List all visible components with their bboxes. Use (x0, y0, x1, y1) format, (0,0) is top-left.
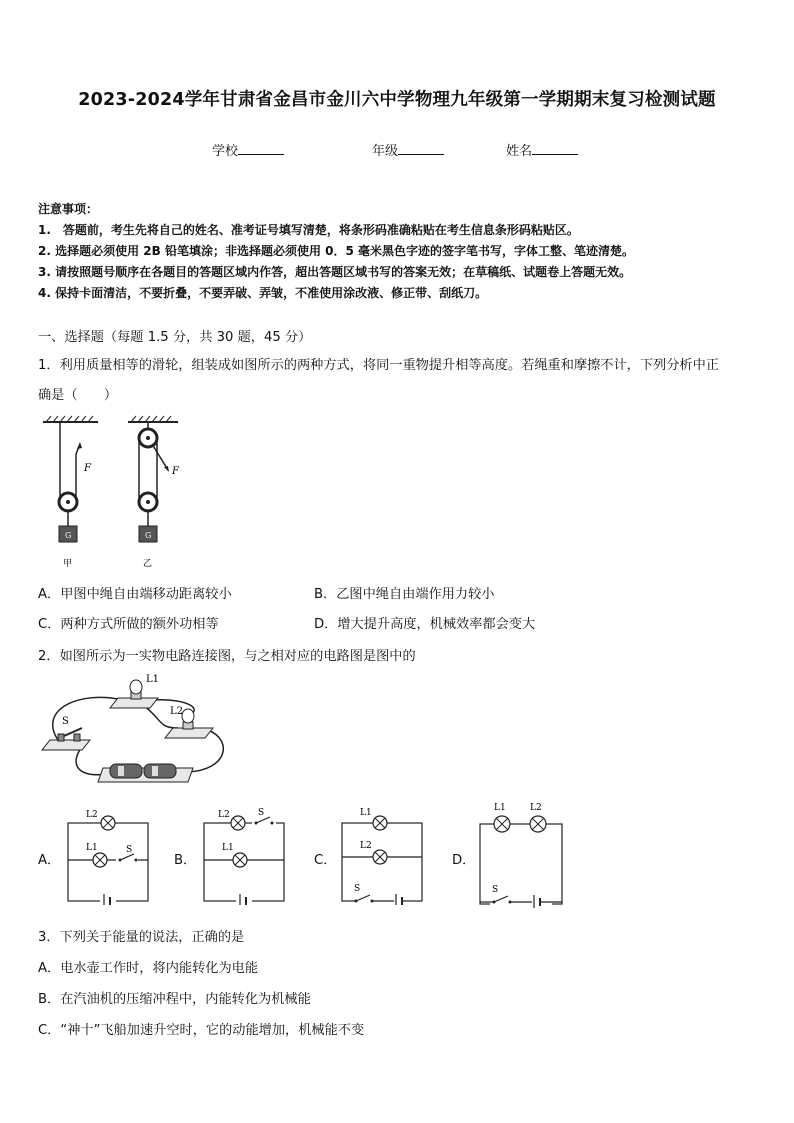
q3-option-c: C．“神十”飞船加速升空时，它的动能增加，机械能不变 (38, 1023, 365, 1038)
school-label: 学校 (212, 144, 239, 159)
figure-label-jia: 甲 (63, 559, 73, 569)
name-blank (532, 142, 578, 155)
circuit-option-d (472, 798, 572, 908)
force-label-left: F (84, 463, 91, 474)
q1-option-d: D．增大提升高度，机械效率都会变大 (314, 617, 536, 632)
diagram-label: L2 (218, 810, 230, 820)
circuit-option-a (60, 805, 155, 905)
notice-item: 1. 答题前，考生先将自己的姓名、准考证号填写清楚，将条形码准确粘贴在考生信息条形码粘贴区。 (38, 223, 579, 237)
diagram-label: S (492, 885, 499, 895)
q2-option-b-letter: B． (174, 853, 197, 868)
q2-option-a-letter: A． (38, 853, 61, 868)
diagram-label: L1 (494, 803, 506, 813)
diagram-label: L1 (360, 808, 372, 818)
l2-label: L2 (170, 706, 184, 717)
weight-label-right: G (145, 531, 152, 540)
circuit-option-b (196, 805, 291, 905)
notice-item: 4. 保持卡面清洁，不要折叠，不要弄破、弄皱，不准使用涂改液、修正带、刮纸刀。 (38, 286, 488, 300)
diagram-label: L2 (86, 810, 98, 820)
q1-option-a: A．甲图中绳自由端移动距离较小 (38, 587, 232, 602)
notice-item: 3. 请按照题号顺序在各题目的答题区域内作答，超出答题区域书写的答案无效；在草稿纸、试题卷上答题无效。 (38, 265, 632, 279)
diagram-label: L2 (530, 803, 542, 813)
notice-item: 2. 选择题必须使用 2B 铅笔填涂；非选择题必须使用 0．5 毫米黑色字迹的签字笔书写，字体工整、笔迹清楚。 (38, 244, 634, 258)
question-3-stem: 3．下列关于能量的说法，正确的是 (38, 930, 245, 945)
diagram-label: S (258, 808, 265, 818)
name-field (506, 140, 578, 159)
question-1-stem: 1．利用质量相等的滑轮，组装成如图所示的两种方式，将同一重物提升相等高度。若绳重和摩擦不计，下列分析中正 (38, 358, 719, 373)
diagram-label: S (126, 845, 133, 855)
pulley-figure (38, 414, 208, 574)
diagram-label: L2 (360, 841, 372, 851)
school-field (212, 140, 284, 159)
switch-label: S (62, 716, 69, 727)
notice-section (38, 199, 634, 304)
grade-label: 年级 (372, 144, 399, 159)
weight-label-left: G (65, 531, 72, 540)
diagram-label: L1 (222, 843, 234, 853)
notice-heading: 注意事项： (38, 202, 99, 216)
diagram-label: L1 (86, 843, 98, 853)
page-title: 2023-2024学年甘肃省金昌市金川六中学物理九年级第一学期期末复习检测试题 (78, 90, 716, 110)
question-1-stem-cont: 确是（ ） (38, 388, 118, 403)
grade-blank (398, 142, 444, 155)
circuit-option-c (334, 805, 429, 905)
figure-label-yi: 乙 (143, 559, 153, 569)
grade-field (372, 140, 444, 159)
q2-option-d-letter: D． (452, 853, 476, 868)
l1-label: L1 (146, 674, 160, 685)
diagram-label: S (354, 884, 361, 894)
q3-option-b: B．在汽油机的压缩冲程中，内能转化为机械能 (38, 992, 311, 1007)
q3-option-a: A．电水壶工作时，将内能转化为电能 (38, 961, 259, 976)
q2-option-c-letter: C． (314, 853, 337, 868)
real-circuit-figure (38, 670, 228, 792)
school-blank (238, 142, 284, 155)
q1-option-b: B．乙图中绳自由端作用力较小 (314, 587, 495, 602)
q1-option-c: C．两种方式所做的额外功相等 (38, 617, 219, 632)
force-label-right: F (172, 466, 179, 477)
name-label: 姓名 (506, 144, 533, 159)
question-2-stem: 2．如图所示为一实物电路连接图，与之相对应的电路图是图中的 (38, 649, 416, 664)
section-heading: 一、选择题（每题 1.5 分，共 30 题，45 分） (38, 330, 312, 345)
